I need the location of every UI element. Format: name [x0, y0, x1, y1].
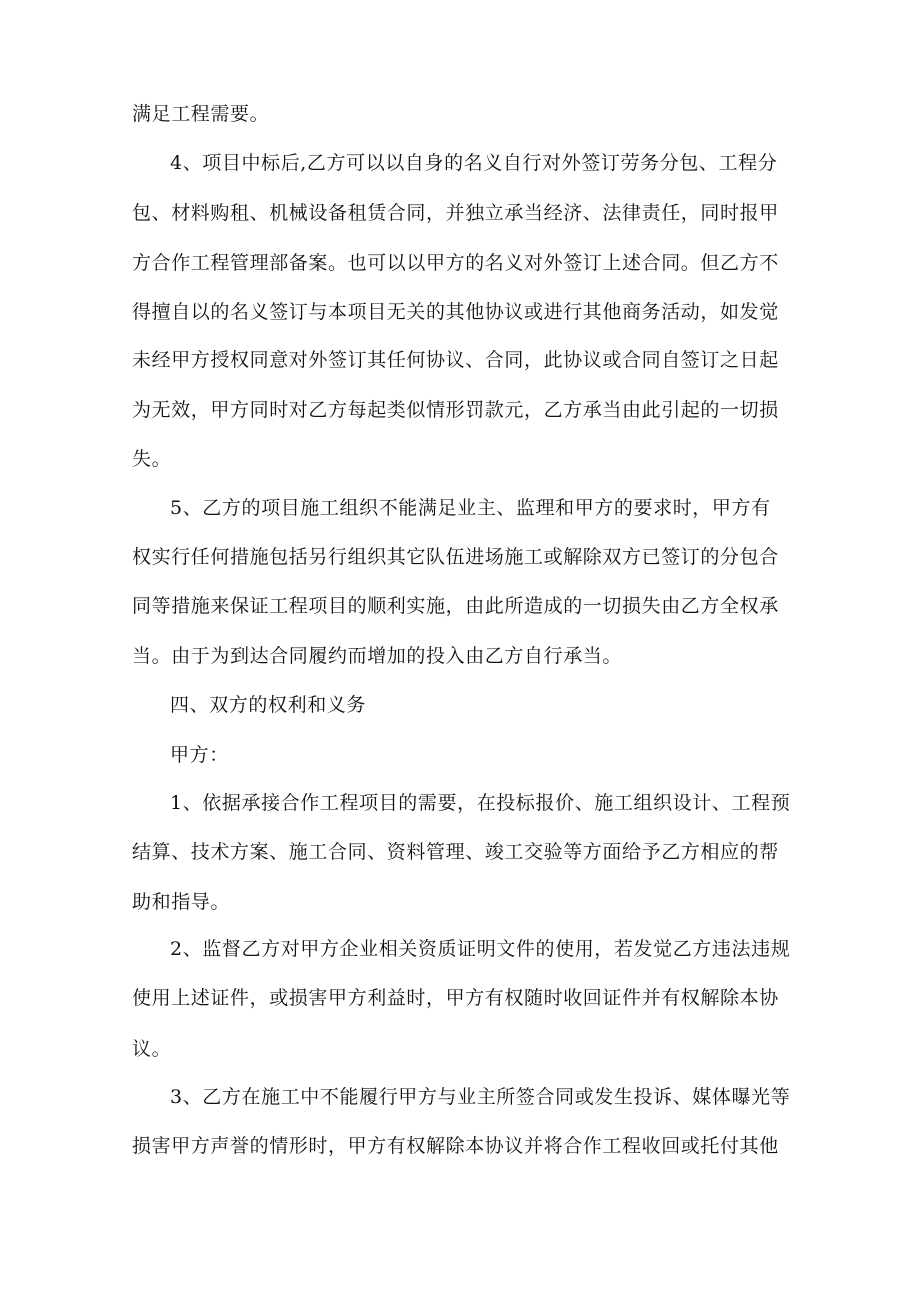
text-line: 权实行任何措施包括另行组织其它队伍进场施工或解除双方已签订的分包合 [132, 546, 779, 568]
item-2-heading-line: 2、监督乙方对甲方企业相关资质证明文件的使用，若发觉乙方违法违规 [170, 938, 791, 960]
text-line: 使用上述证件，或损害甲方利益时，甲方有权随时收回证件并有权解除本协 [132, 987, 779, 1009]
item-1-heading-line: 1、依据承接合作工程项目的需要，在投标报价、施工组织设计、工程预 [170, 792, 791, 814]
text-line: 结算、技术方案、施工合同、资料管理、竣工交验等方面给予乙方相应的帮 [132, 841, 779, 863]
text-line: 议。 [132, 1038, 172, 1060]
text-line: 得擅自以的名义签订与本项目无关的其他协议或进行其他商务活动，如发觉 [132, 301, 779, 323]
clause-5-heading-line: 5、乙方的项目施工组织不能满足业主、监理和甲方的要求时，甲方有 [170, 497, 771, 519]
text-line: 助和指导。 [132, 891, 231, 913]
clause-4-heading-line: 4、项目中标后,乙方可以以自身的名义自行对外签订劳务分包、工程分 [170, 152, 778, 174]
text-line: 损害甲方声誉的情形时，甲方有权解除本协议并将合作工程收回或托付其他 [132, 1135, 779, 1157]
text-line: 方合作工程管理部备案。也可以以甲方的名义对外签订上述合同。但乙方不 [132, 252, 779, 274]
text-line: 同等措施来保证工程项目的顺利实施，由此所造成的一切损失由乙方全权承 [132, 595, 779, 617]
item-3-heading-line: 3、乙方在施工中不能履行甲方与业主所签合同或发生投诉、媒体曝光等 [170, 1086, 791, 1108]
party-a-heading: 甲方： [170, 744, 229, 766]
text-line: 满足工程需要。 [132, 103, 270, 125]
section-heading: 四、双方的权利和义务 [170, 694, 367, 716]
text-line: 为无效，甲方同时对乙方每起类似情形罚款元，乙方承当由此引起的一切损 [132, 399, 779, 421]
text-line: 未经甲方授权同意对外签订其任何协议、合同，此协议或合同自签订之日起 [132, 349, 779, 371]
text-line: 失。 [132, 448, 172, 470]
text-line: 当。由于为到达合同履约而增加的投入由乙方自行承当。 [132, 645, 623, 667]
text-line: 包、材料购租、机械设备租赁合同，并独立承当经济、法律责任，同时报甲 [132, 202, 779, 224]
